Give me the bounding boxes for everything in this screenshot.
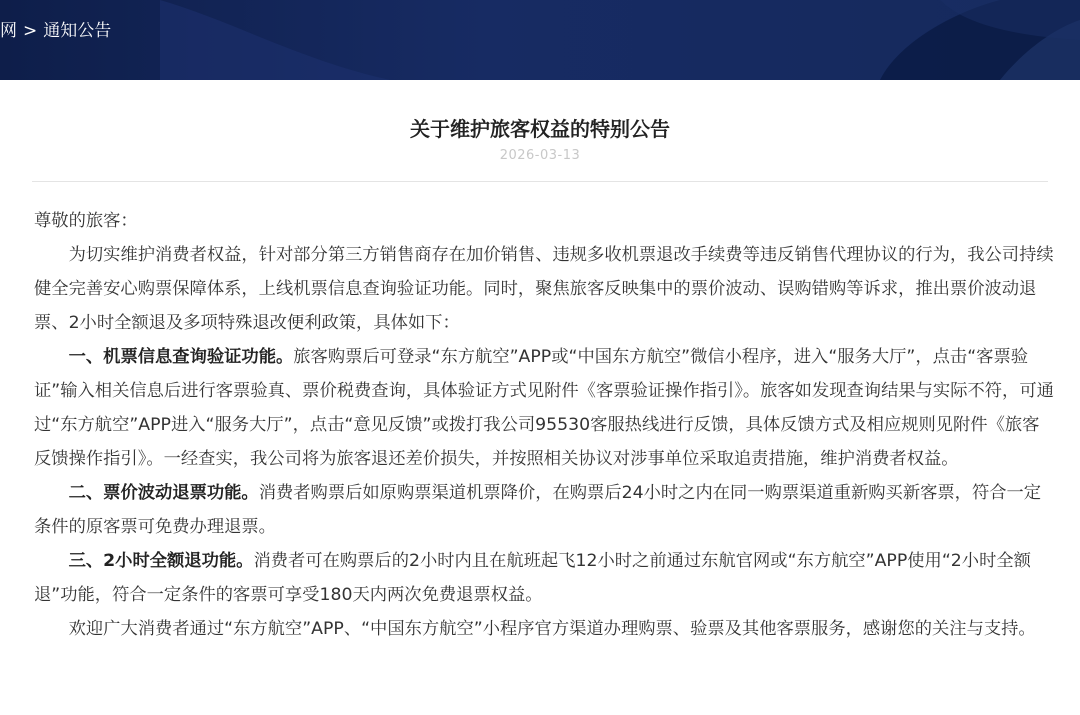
- section-body: 消费者购票后如原购票渠道机票降价，在购票后24小时之内在同一购票渠道重新购买新客票，符合一定条件的原客票可免费办理退票。: [34, 483, 1042, 537]
- section-ticket-verification: [34, 340, 1056, 476]
- section-body: 旅客购票后可登录“东方航空”APP或“中国东方航空”微信小程序，进入“服务大厅”，点击“客票验证”输入相关信息后进行客票验真、票价税费查询，具体验证方式见附件《客票验证操作指引》。旅客如发现查询结果与实际不符，可通过“东方航空”APP进入“服务大厅”，点击“意见反馈”或拨打我公司95530客服热线进行反馈，具体反馈方式及相应规则见附件《旅客反馈操作指引》。一经查实，我公司将为旅客退还差价损失，并按照相关协议对涉事单位采取追责措施，维护消费者权益。: [34, 347, 1054, 469]
- banner-background-graphic: [0, 0, 1080, 80]
- closing-paragraph: 欢迎广大消费者通过“东方航空”APP、“中国东方航空”小程序官方渠道办理购票、验票及其他客票服务，感谢您的关注与支持。: [68, 619, 1036, 639]
- section-heading: 二、票价波动退票功能。: [68, 483, 259, 503]
- section-2hour-full-refund: [34, 544, 1056, 612]
- header-banner: [0, 0, 1080, 80]
- breadcrumb: [0, 19, 111, 43]
- breadcrumb-separator: >: [23, 21, 38, 41]
- article-date: 2026-03-13: [499, 148, 581, 163]
- breadcrumb-current-link[interactable]: 通知公告: [43, 21, 112, 41]
- intro-paragraph: 为切实维护消费者权益，针对部分第三方销售商存在加价销售、违规多收机票退改手续费等违反销售代理协议的行为，我公司持续健全完善安心购票保障体系，上线机票信息查询验证功能。同时，聚焦旅客反映集中的票价波动、误购错购等诉求，推出票价波动退票、2小时全额退及多项特殊退改便利政策，具体如下：: [34, 245, 1054, 333]
- section-price-fluctuation-refund: [34, 476, 1056, 544]
- article-title: 关于维护旅客权益的特别公告: [410, 117, 670, 141]
- article-body: [0, 182, 1080, 646]
- section-body: 消费者可在购票后的2小时内且在航班起飞12小时之前通过东航官网或“东方航空”APP使用“2小时全额退”功能，符合一定条件的客票可享受180天内两次免费退票权益。: [34, 551, 1031, 605]
- breadcrumb-prev-link[interactable]: 网: [0, 21, 17, 41]
- section-heading: 三、2小时全额退功能。: [68, 551, 254, 571]
- greeting: 尊敬的旅客：: [34, 211, 138, 231]
- section-heading: 一、机票信息查询验证功能。: [68, 347, 294, 367]
- article-header: [0, 80, 1080, 164]
